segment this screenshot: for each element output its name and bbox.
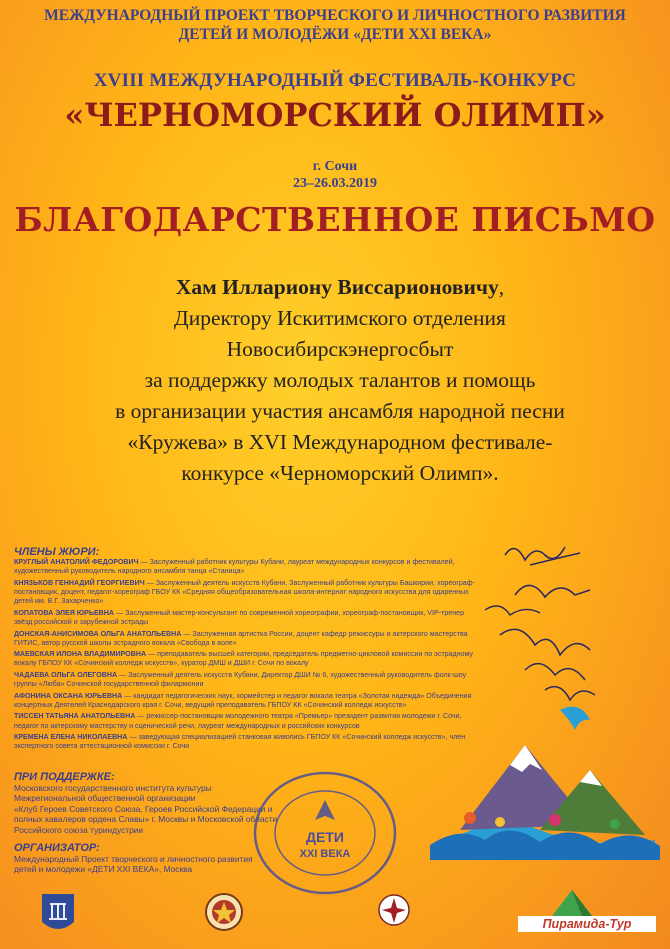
jury-member [14, 712, 484, 730]
support-line: «Клуб Героев Советского Союза, Героев Российской Федерации и [14, 803, 273, 814]
heroes-club-logo [204, 892, 244, 932]
jury-member-desc: — заведующая специализацией станковая живопись ГБПОУ КК «Сочинский колледж искусств», член экспертного совета аттестационной комиссии г. Сочи [14, 733, 466, 751]
jury-member-name: ДОНСКАЯ-АНИСИМОВА ОЛЬГА АНАТОЛЬЕВНА [14, 629, 182, 638]
jury-member [14, 609, 484, 627]
jury-member-desc: — кандидат педагогических наук, хормейстер и педагог вокала театра «Золотая надежда» Объединения концертных Деятелей Краснодарского края г. Сочи, ведущий преподаватель ГБПОУ КК «Сочинский колледж искусств» [14, 691, 472, 709]
support-line: полных кавалеров ордена Славы» г. Москвы и Московской области [14, 814, 278, 825]
jury-section [14, 548, 484, 754]
city: г. Сочи [312, 159, 358, 174]
project-header [0, 6, 670, 44]
jury-member [14, 630, 484, 648]
jury-member [14, 671, 484, 689]
jury-member [14, 650, 484, 668]
jury-member [14, 692, 484, 710]
letter-line-5: в организации участия ансамбля народной песни [115, 399, 565, 423]
jury-heading: ЧЛЕНЫ ЖЮРИ: [14, 546, 100, 558]
support-line: Московского государственного института культуры [14, 782, 212, 793]
organizer-line: детей и молодежи «ДЕТИ XXI ВЕКА», Москва [14, 864, 193, 875]
jury-member-name: МАЕВСКАЯ ИЛОНА ВЛАДИМИРОВНА [14, 650, 147, 659]
institute-logo [40, 892, 76, 936]
support-heading: ПРИ ПОДДЕРЖКЕ: [14, 771, 115, 783]
letter-line-3: Новосибирскэнергосбыт [226, 337, 454, 361]
festival-name: «ЧЕРНОМОРСКИЙ ОЛИМП» [64, 96, 606, 134]
jury-member-desc: — Заслуженный работник культуры Кубани, лауреат международных конкурсов и фестивалей, художественный руководитель народного ансамбля танца «Станица» [14, 558, 455, 576]
jury-member-desc: — Заслуженный деятель искусств Кубани, Заслуженный работник культуры Башкирии, хореограф-постановщик, доцент, педагог-хореограф ГБОУ КК «Средняя общеобразовательная школа-интернат народного искусства для одаренных детей им. В.Г. Захарченко» [14, 578, 475, 606]
tourism-union-logo [376, 892, 412, 932]
organizer-line: Международный Проект творческого и личностного развития [14, 853, 253, 864]
recipient-comma: , [498, 275, 505, 299]
jury-member-desc: — Заслуженный деятель искусств Кубани, Директор ДШИ № 6, художественный руководитель фолк-шоу группы «Люба» Сочинской государственной филармонии [14, 670, 467, 689]
official-stamp [250, 768, 400, 898]
project-header-line2: ДЕТЕЙ И МОЛОДЁЖИ «ДЕТИ XXI ВЕКА» [178, 26, 492, 43]
jury-member [14, 558, 484, 576]
jury-member-desc: — преподаватель высшей категории, председатель предметно-цикловой комиссии по эстрадному вокалу ГБПОУ КК «Сочинский колледж искусств», куратор ДМШ и ДШИ г. Сочи по вокалу [14, 650, 473, 668]
page-title: БЛАГОДАРСТВЕННОЕ ПИСЬМО [14, 200, 656, 239]
support-line: Российского союза туриндустрии [14, 824, 144, 835]
jury-member-name: АФОНИНА ОКСАНА ЮРЬЕВНА [14, 691, 123, 700]
jury-member-desc: — Заслуженный мастер-консультант по современной хореографии, хореограф-постановщик, VIP-тренер звёзд российской и зарубежной эстрады [14, 608, 465, 627]
support-line: Межрегиональной общественной организации [14, 793, 196, 804]
recipient-name: Хам Иллариону Виссарионовичу [175, 275, 499, 299]
letter-line-2: Директору Искитимского отделения [174, 306, 506, 330]
support-section [14, 772, 484, 836]
organizer-heading: ОРГАНИЗАТОР: [14, 842, 100, 854]
letter-body [70, 272, 610, 489]
jury-member-name: ТИССЕН ТАТЬЯНА АНАТОЛЬЕВНА [14, 712, 136, 721]
jury-member-name: КНЯЗЬКОВ ГЕННАДИЙ ГЕОРГИЕВИЧ [14, 578, 145, 587]
letter-line-4: за поддержку молодых талантов и помощь [144, 368, 536, 392]
jury-member-name: КРЕМЕНА ЕЛЕНА НИКОЛАЕВНА [14, 733, 128, 742]
project-header-line1: МЕЖДУНАРОДНЫЙ ПРОЕКТ ТВОРЧЕСКОГО И ЛИЧНОСТНОГО РАЗВИТИЯ [44, 7, 626, 24]
piramida-tur-logo [512, 886, 662, 936]
stamp-line2: XXI ВЕКА [299, 848, 351, 860]
city-dates [0, 158, 670, 192]
organizer-section [14, 843, 484, 875]
jury-member [14, 733, 484, 751]
festival-line: XVIII МЕЖДУНАРОДНЫЙ ФЕСТИВАЛЬ-КОНКУРС [93, 70, 577, 91]
jury-signatures [470, 535, 610, 720]
jury-member-name: КОПАТОВА ЭЛЕЯ ЮРЬЕВНА [14, 608, 115, 617]
jury-member-desc: — режиссер-постановщик молодежного театра «Премьер» президент развития молодежи г. Сочи, педагог по актерскому мастерству и сценической речи, лауреат международных и российских конкурсов [14, 712, 462, 730]
stamp-line1: ДЕТИ [306, 829, 344, 845]
jury-member-name: КРУГЛЫЙ АНАТОЛИЙ ФЕДОРОВИЧ [14, 558, 139, 567]
jury-member-name: ЧАДАЕВА ОЛЬГА ОЛЕГОВНА [14, 670, 118, 679]
letter-line-7: конкурсе «Черноморский Олимп». [181, 461, 499, 485]
dates: 23–26.03.2019 [293, 176, 377, 191]
jury-member-desc: — Заслуженная артистка России, доцент кафедр режиссуры и актерского мастерства ГИТИС, автор русской школы эстрадного вокала «Свобода в воле» [14, 629, 468, 647]
partner-logo-text: Пирамида-Тур [542, 917, 632, 931]
letter-line-6: «Кружева» в XVI Международном фестивале- [127, 430, 553, 454]
jury-member [14, 579, 484, 607]
